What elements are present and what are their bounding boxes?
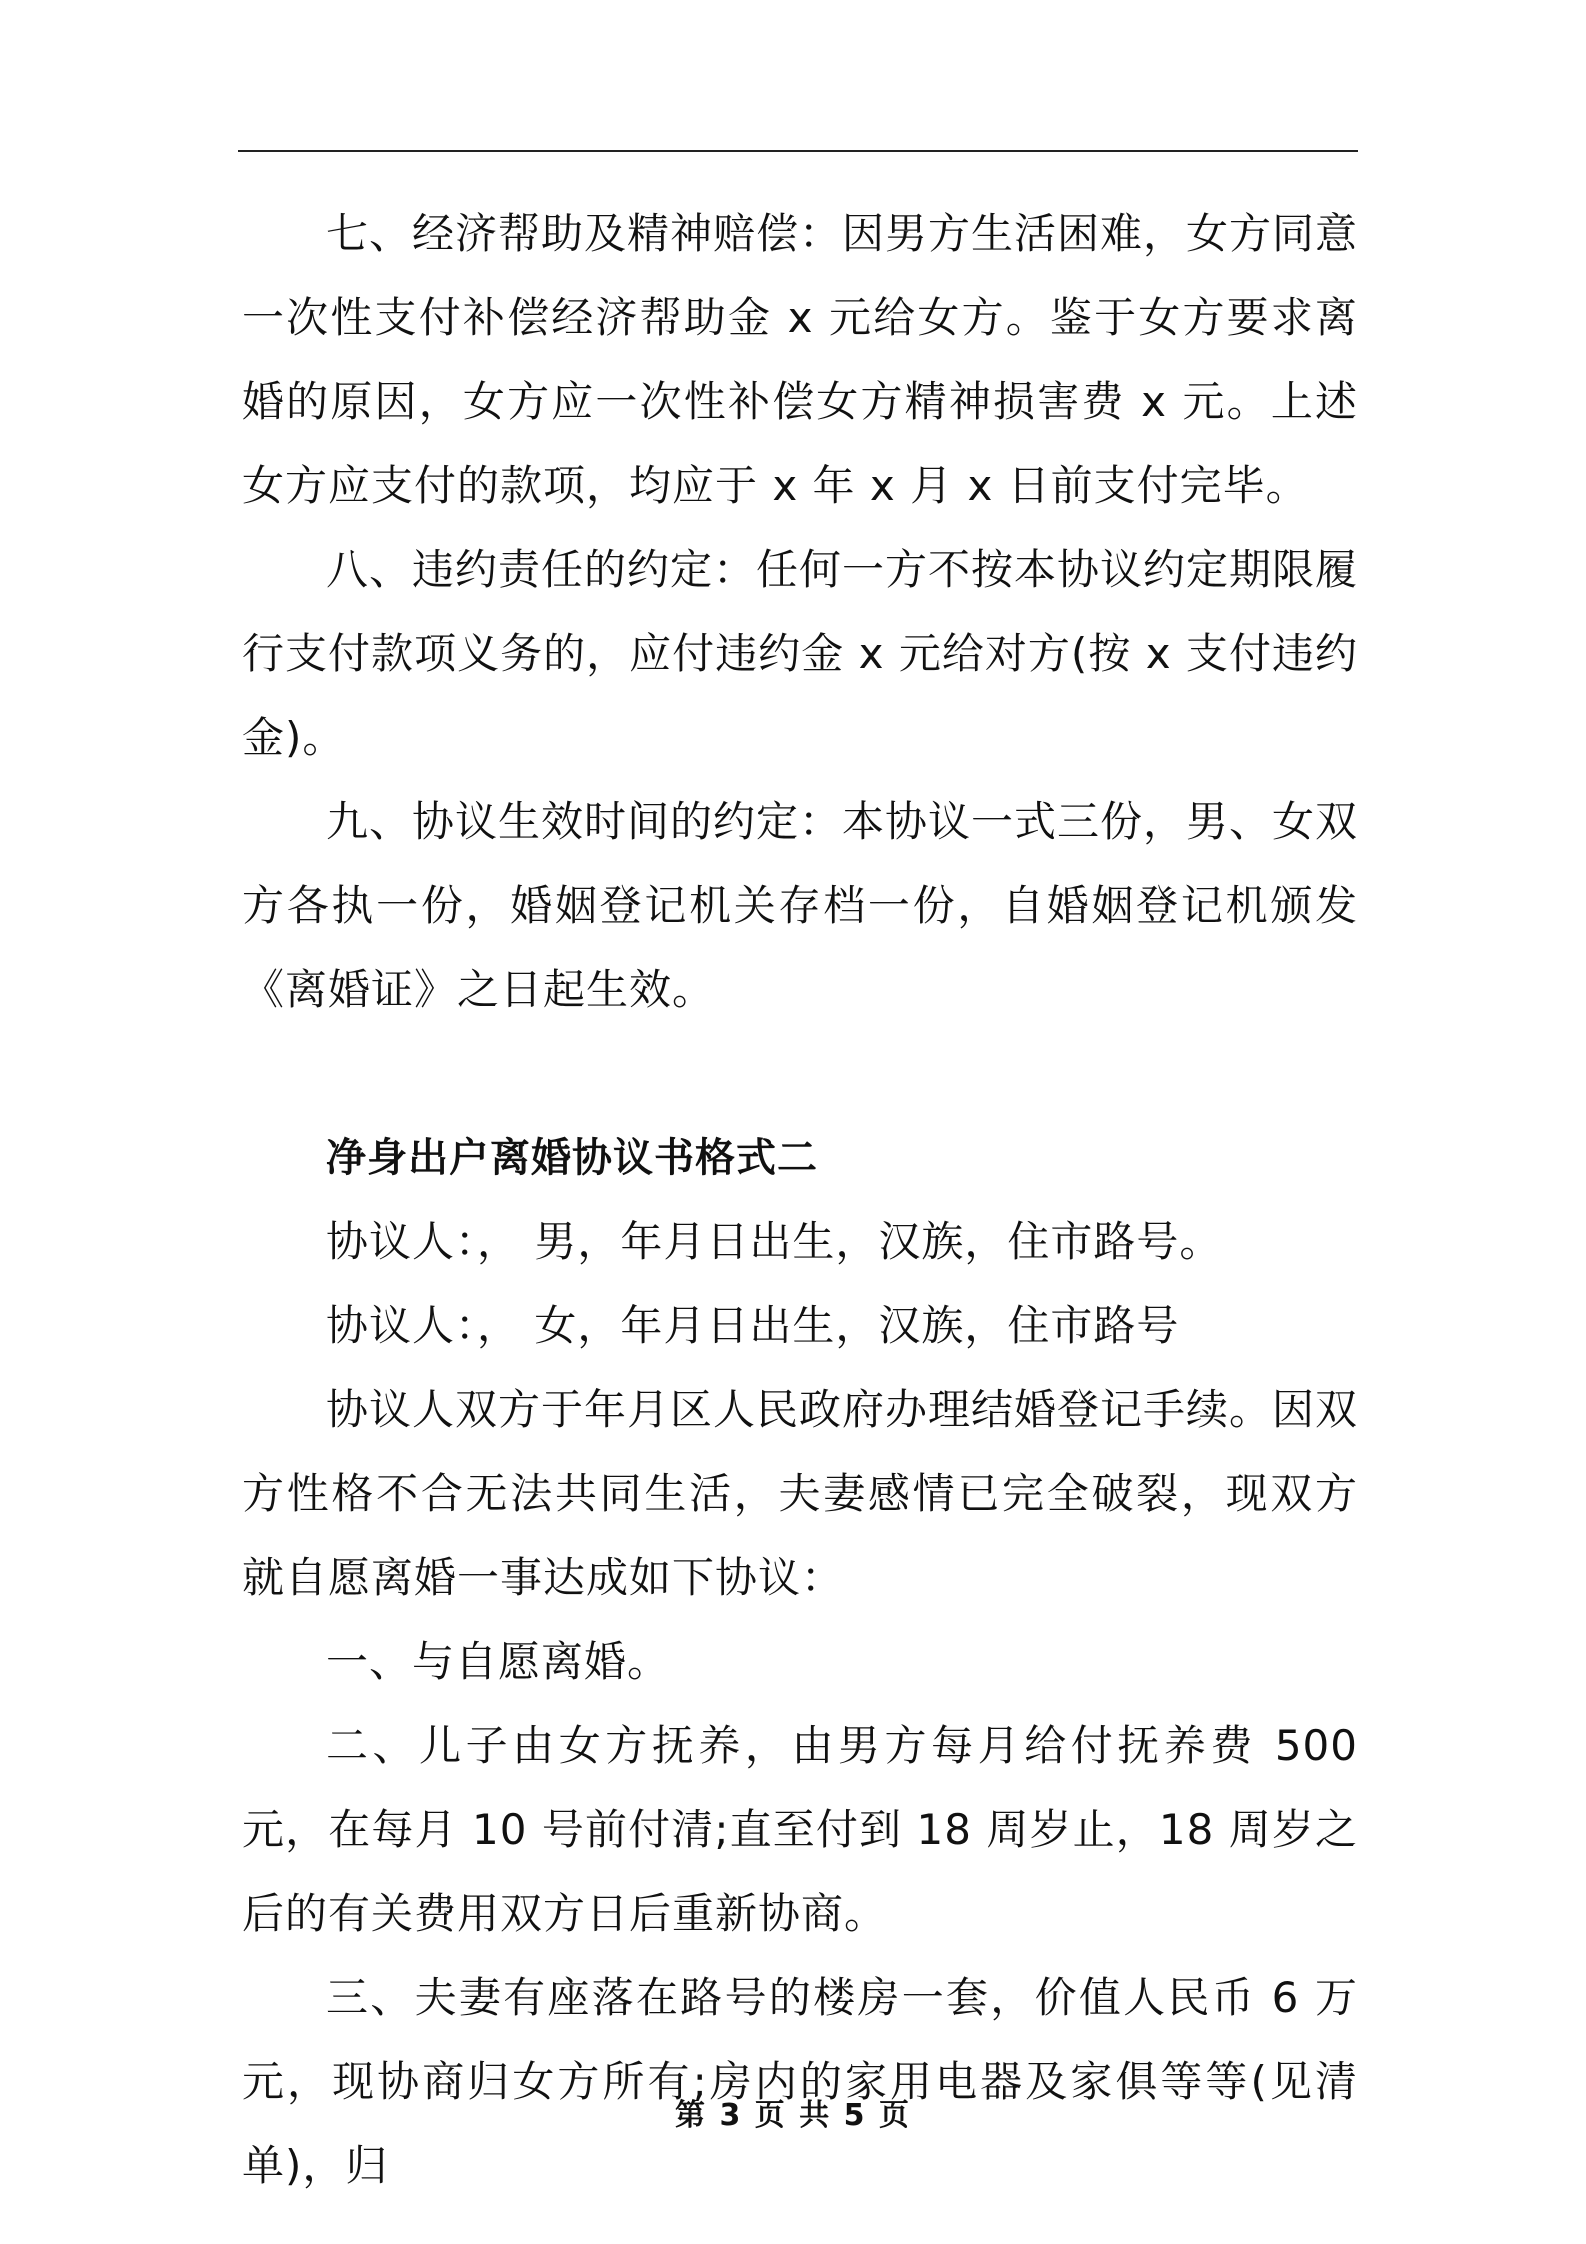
clause-two: 二、儿子由女方抚养，由男方每月给付抚养费 500 元，在每月 10 号前付清;直至付到 18 周岁止，18 周岁之后的有关费用双方日后重新协商。 xyxy=(242,1721,1358,1938)
paragraph-eight: 八、违约责任的约定：任何一方不按本协议约定期限履行支付款项义务的，应付违约金 x 元给对方(按 x 支付违约金)。 xyxy=(242,545,1359,762)
party-female: 协议人：， 女，年月日出生，汉族，住市路号 xyxy=(326,1301,1180,1350)
page-number-footer: 第 3 页 共 5 页 xyxy=(675,2098,911,2133)
agreement-preamble: 协议人双方于年月区人民政府办理结婚登记手续。因双方性格不合无法共同生活，夫妻感情已完全破裂，现双方就自愿离婚一事达成如下协议： xyxy=(242,1385,1359,1602)
section-title: 净身出户离婚协议书格式二 xyxy=(326,1135,818,1181)
clause-three: 三、夫妻有座落在路号的楼房一套，价值人民币 6 万元，现协商归女方所有;房内的家用电器及家俱等等(见清单)，归 xyxy=(242,1973,1358,2190)
clause-one: 一、与自愿离婚。 xyxy=(326,1637,671,1686)
paragraph-nine: 九、协议生效时间的约定：本协议一式三份，男、女双方各执一份，婚姻登记机关存档一份，自婚姻登记机颁发《离婚证》之日起生效。 xyxy=(242,797,1359,1014)
party-male: 协议人：， 男，年月日出生，汉族，住市路号。 xyxy=(326,1217,1223,1266)
document-body xyxy=(242,192,1358,2208)
header-rule xyxy=(238,150,1358,152)
section-spacer xyxy=(242,1032,1358,1116)
paragraph-seven: 七、经济帮助及精神赔偿：因男方生活困难，女方同意一次性支付补偿经济帮助金 x 元给女方。鉴于女方要求离婚的原因，女方应一次性补偿女方精神损害费 x 元。上述女方应支付的款项，均应于 x 年 x 月 x 日前支付完毕。 xyxy=(242,209,1359,510)
